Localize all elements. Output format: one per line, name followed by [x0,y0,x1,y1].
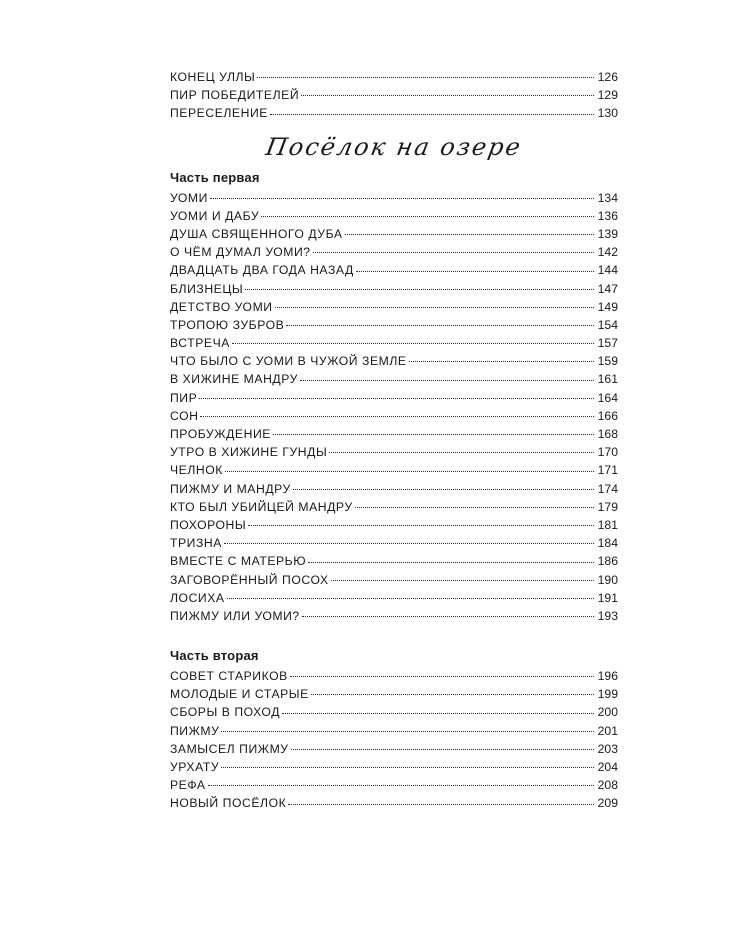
toc-entry[interactable] [170,225,618,243]
dot-leader [270,114,594,115]
dot-leader [225,471,594,472]
toc-entry[interactable] [170,794,618,812]
toc-entry-title: ПЕРЕСЕЛЕНИЕ [170,106,268,121]
toc-entry[interactable] [170,104,618,122]
toc-entry-page-number: 130 [597,106,618,121]
toc-entry[interactable] [170,261,618,279]
dot-leader [275,307,594,308]
dot-leader [208,785,594,786]
part-two-heading: Часть вторая [170,648,259,664]
toc-entry-page-number: 200 [597,705,618,720]
toc-entry-page-number: 142 [597,245,618,260]
toc-entry-title: СОВЕТ СТАРИКОВ [170,669,288,684]
toc-entry-title: ТРОПОЮ ЗУБРОВ [170,317,285,332]
toc-entry[interactable] [170,516,618,534]
dot-leader [409,361,594,362]
toc-entry-title: ПИЖМУ ИЛИ УОМИ? [170,608,300,623]
toc-entry[interactable] [170,86,618,104]
toc-entry-title: УОМИ И ДАБУ [170,208,260,223]
toc-entry[interactable] [170,534,618,552]
toc-entry[interactable] [170,68,618,86]
toc-entry[interactable] [170,552,618,570]
dot-leader [224,543,594,544]
dot-leader [345,234,594,235]
toc-entry-title: НОВЫЙ ПОСЁЛОК [170,796,287,811]
toc-entry-title: ЧЕЛНОК [170,463,223,478]
toc-entry-page-number: 136 [597,208,618,223]
dot-leader [257,77,594,78]
toc-entry[interactable] [170,425,618,443]
toc-entry[interactable] [170,443,618,461]
dot-leader [356,271,594,272]
dot-leader [282,713,594,714]
toc-entry-page-number: 201 [597,723,618,738]
dot-leader [311,694,594,695]
toc-entry-page-number: 208 [597,778,618,793]
toc-entry[interactable] [170,776,618,794]
toc-entry[interactable] [170,758,618,776]
toc-entry-page-number: 186 [597,554,618,569]
toc-entry-title: ПРОБУЖДЕНИЕ [170,427,271,441]
toc-entry-title: СБОРЫ В ПОХОД [170,705,280,720]
dot-leader [313,252,594,253]
dot-leader [221,731,594,732]
toc-entry-title: ЗАГОВОРЁННЫЙ ПОСОХ [170,572,329,587]
toc-entry[interactable] [170,316,618,334]
toc-entry[interactable] [170,370,618,388]
dot-leader [210,198,594,199]
dot-leader [232,343,594,344]
dot-leader [199,398,594,399]
toc-entry[interactable] [170,334,618,352]
toc-entry-page-number: 204 [597,760,618,774]
toc-entry-page-number: 179 [597,499,618,514]
dot-leader [227,598,594,599]
toc-entry-page-number: 203 [597,741,618,756]
toc-entry-page-number: 129 [597,88,618,103]
toc-entry-page-number: 154 [597,317,618,332]
toc-entry[interactable] [170,722,618,740]
dot-leader [290,676,594,677]
toc-entry[interactable] [170,480,618,498]
dot-leader [302,616,594,617]
dot-leader [248,525,594,526]
toc-entry-page-number: 159 [597,354,618,369]
toc-entry-title: ПИЖМУ И МАНДРУ [170,481,291,496]
toc-entry-title: В ХИЖИНЕ МАНДРУ [170,372,298,387]
toc-entry-title: МОЛОДЫЕ И СТАРЫЕ [170,687,309,702]
toc-entry[interactable] [170,703,618,721]
toc-entry-title: СОН [170,408,199,423]
dot-leader [331,580,594,581]
dot-leader [293,489,594,490]
toc-entry-title: КТО БЫЛ УБИЙЦЕЙ МАНДРУ [170,499,353,514]
toc-entry-title: ВМЕСТЕ С МАТЕРЬЮ [170,554,307,569]
toc-entry-title: ТРИЗНА [170,536,222,551]
toc-entry[interactable] [170,667,618,685]
toc-entry-page-number: 184 [597,536,618,551]
dot-leader [288,804,594,805]
toc-entry[interactable] [170,352,618,370]
top-entries-list [170,68,618,123]
toc-entry-title: ПИР [170,390,198,405]
dot-leader [301,95,594,96]
toc-entry-title: ЛОСИХА [170,590,225,605]
toc-entry-page-number: 191 [597,590,618,605]
toc-entry[interactable] [170,389,618,407]
toc-entry-page-number: 139 [597,226,618,241]
toc-entry-page-number: 170 [597,445,618,460]
toc-entry-page-number: 199 [597,687,618,702]
toc-entry-title: ВСТРЕЧА [170,336,230,351]
dot-leader [329,452,594,453]
toc-entry[interactable] [170,498,618,516]
toc-entry-title: ЗАМЫСЕЛ ПИЖМУ [170,741,289,756]
toc-entry-page-number: 171 [597,463,618,478]
dot-leader [308,562,594,563]
dot-leader [245,289,594,290]
toc-entry[interactable] [170,189,618,207]
toc-entry-page-number: 161 [597,372,618,387]
toc-entry[interactable] [170,407,618,425]
toc-entry[interactable] [170,571,618,589]
toc-entry[interactable] [170,685,618,703]
part-one-heading: Часть первая [170,169,260,185]
toc-entry[interactable] [170,461,618,479]
part-spacer [170,625,618,645]
toc-entry-page-number: 209 [597,796,618,811]
toc-entry-page-number: 196 [597,669,618,684]
toc-entry[interactable] [170,207,618,225]
toc-entry-page-number: 174 [597,481,618,496]
toc-entry-page-number: 144 [597,263,618,278]
dot-leader [261,216,594,217]
part-one-entries-list [170,189,618,626]
toc-entry-title: ПОХОРОНЫ [170,517,247,532]
toc-entry-page-number: 190 [597,572,618,587]
toc-entry-title: ПИЖМУ [170,723,220,738]
toc-entry-title: ДЕТСТВО УОМИ [170,299,273,314]
dot-leader [300,380,594,381]
toc-entry-title: О ЧЁМ ДУМАЛ УОМИ? [170,245,311,260]
dot-leader [221,767,594,768]
toc-entry-title: БЛИЗНЕЦЫ [170,281,244,296]
toc-entry[interactable] [170,280,618,298]
dot-leader [273,434,594,435]
toc-entry-page-number: 126 [597,70,618,84]
toc-entry-title: ПИР ПОБЕДИТЕЛЕЙ [170,88,300,103]
toc-entry[interactable] [170,740,618,758]
toc-entry[interactable] [170,607,618,625]
toc-entry-title: УРХАТУ [170,760,220,774]
dot-leader [291,749,594,750]
toc-entry-page-number: 181 [597,517,618,532]
toc-entry-title: УТРО В ХИЖИНЕ ГУНДЫ [170,445,328,460]
toc-entry[interactable] [170,243,618,261]
part-two-entries-list [170,667,618,813]
toc-entry-title: КОНЕЦ УЛЛЫ [170,70,256,84]
dot-leader [200,416,594,417]
toc-entry-page-number: 166 [597,408,618,423]
table-of-contents [170,68,618,813]
dot-leader [355,507,594,508]
toc-entry[interactable] [170,298,618,316]
toc-entry-page-number: 157 [597,336,618,351]
section-title: Посёлок на озере [263,132,525,161]
dot-leader [286,325,594,326]
toc-entry[interactable] [170,589,618,607]
toc-entry-page-number: 164 [597,390,618,405]
toc-entry-title: ДВАДЦАТЬ ДВА ГОДА НАЗАД [170,263,354,278]
toc-entry-title: УОМИ [170,190,208,205]
toc-entry-page-number: 147 [597,281,618,296]
toc-entry-page-number: 149 [597,299,618,314]
toc-entry-title: РЕФА [170,778,206,793]
toc-entry-title: ЧТО БЫЛО С УОМИ В ЧУЖОЙ ЗЕМЛЕ [170,354,407,369]
toc-entry-page-number: 168 [597,427,618,441]
toc-entry-title: ДУША СВЯЩЕННОГО ДУБА [170,226,343,241]
toc-entry-page-number: 134 [597,190,618,205]
toc-entry-page-number: 193 [597,608,618,623]
